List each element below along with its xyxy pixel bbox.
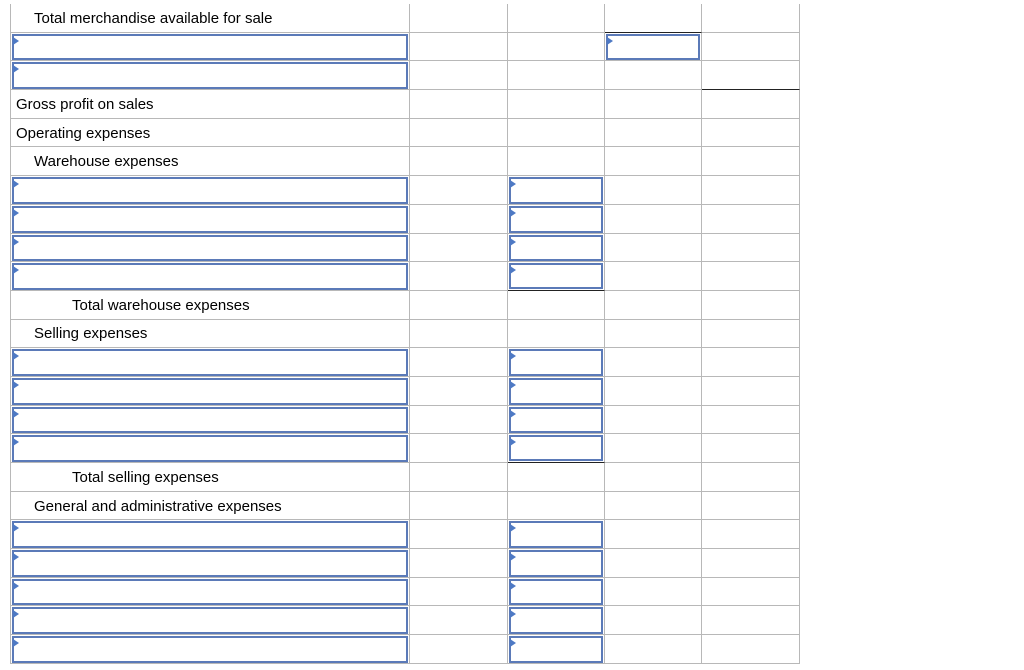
- dropdown-marker-icon: [13, 524, 19, 532]
- amount-cell: [508, 291, 605, 320]
- amount-cell: [605, 463, 702, 492]
- gross-profit-label: Gross profit on sales: [16, 95, 154, 113]
- amount-cell: [605, 234, 702, 263]
- dropdown-marker-icon: [510, 639, 516, 647]
- amount-cell: [702, 176, 800, 205]
- amount-cell: [410, 377, 508, 406]
- account-name-input[interactable]: [12, 177, 408, 204]
- dropdown-marker-icon: [13, 438, 19, 446]
- amount-input[interactable]: [509, 636, 603, 663]
- amount-cell: [605, 520, 702, 549]
- income-statement-worksheet: [10, 4, 800, 664]
- row-admin-input-4: [10, 606, 800, 635]
- amount-cell: [410, 147, 508, 176]
- account-name-input[interactable]: [12, 407, 408, 434]
- amount-cell: [605, 4, 702, 33]
- amount-input[interactable]: [509, 235, 603, 262]
- label-cell: [10, 348, 410, 377]
- general-admin-label: General and administrative expenses: [34, 497, 282, 515]
- label-cell: [10, 578, 410, 607]
- label-cell: [10, 262, 410, 291]
- dropdown-marker-icon: [510, 352, 516, 360]
- label-cell: [10, 434, 410, 463]
- label-cell: [10, 90, 410, 119]
- amount-cell: [702, 90, 800, 119]
- amount-cell: [508, 348, 605, 377]
- amount-input[interactable]: [509, 521, 603, 548]
- label-cell: [10, 234, 410, 263]
- amount-input[interactable]: [509, 177, 603, 204]
- dropdown-marker-icon: [510, 180, 516, 188]
- amount-cell: [605, 119, 702, 148]
- dropdown-marker-icon: [13, 639, 19, 647]
- amount-cell: [702, 291, 800, 320]
- dropdown-marker-icon: [13, 209, 19, 217]
- label-cell: [10, 61, 410, 90]
- amount-cell: [508, 492, 605, 521]
- amount-cell: [410, 492, 508, 521]
- label-cell: [10, 4, 410, 33]
- amount-cell: [410, 90, 508, 119]
- amount-cell: [410, 635, 508, 664]
- amount-cell: [702, 4, 800, 33]
- amount-cell: [508, 119, 605, 148]
- amount-cell: [702, 578, 800, 607]
- row-total-selling: [10, 463, 800, 492]
- dropdown-marker-icon: [510, 209, 516, 217]
- amount-cell: [605, 635, 702, 664]
- account-name-input[interactable]: [12, 378, 408, 405]
- amount-cell: [702, 406, 800, 435]
- label-cell: [10, 606, 410, 635]
- account-name-input[interactable]: [12, 34, 408, 61]
- dropdown-marker-icon: [510, 582, 516, 590]
- amount-cell: [410, 176, 508, 205]
- row-admin-input-3: [10, 578, 800, 607]
- amount-cell: [410, 406, 508, 435]
- dropdown-marker-icon: [510, 238, 516, 246]
- dropdown-marker-icon: [13, 352, 19, 360]
- amount-cell: [508, 406, 605, 435]
- amount-cell: [508, 320, 605, 349]
- amount-cell: [702, 33, 800, 62]
- label-cell: [10, 492, 410, 521]
- amount-cell: [702, 119, 800, 148]
- account-name-input[interactable]: [12, 349, 408, 376]
- account-name-input[interactable]: [12, 206, 408, 233]
- amount-cell: [508, 61, 605, 90]
- amount-cell: [508, 176, 605, 205]
- amount-input[interactable]: [509, 378, 603, 405]
- amount-cell: [605, 578, 702, 607]
- account-name-input[interactable]: [12, 579, 408, 606]
- row-selling-input-4: [10, 434, 800, 463]
- row-general-admin: [10, 492, 800, 521]
- dropdown-marker-icon: [13, 610, 19, 618]
- amount-cell: [702, 463, 800, 492]
- row-admin-input-2: [10, 549, 800, 578]
- amount-cell: [410, 234, 508, 263]
- dropdown-marker-icon: [13, 37, 19, 45]
- amount-input[interactable]: [509, 206, 603, 233]
- amount-cell: [702, 549, 800, 578]
- amount-cell: [702, 262, 800, 291]
- label-cell: [10, 147, 410, 176]
- amount-cell: [508, 147, 605, 176]
- total-warehouse-label: Total warehouse expenses: [72, 296, 250, 314]
- amount-cell: [410, 549, 508, 578]
- warehouse-expenses-label: Warehouse expenses: [34, 153, 179, 171]
- amount-cell: [508, 549, 605, 578]
- row-cogs-input-1: [10, 33, 800, 62]
- row-gross-profit: [10, 90, 800, 119]
- dropdown-marker-icon: [13, 410, 19, 418]
- amount-cell: [605, 549, 702, 578]
- dropdown-marker-icon: [510, 610, 516, 618]
- amount-cell: [702, 635, 800, 664]
- amount-input[interactable]: [509, 579, 603, 606]
- dropdown-marker-icon: [510, 381, 516, 389]
- amount-cell: [702, 205, 800, 234]
- amount-cell: [605, 176, 702, 205]
- amount-cell: [508, 520, 605, 549]
- amount-cell: [702, 520, 800, 549]
- amount-cell: [702, 606, 800, 635]
- amount-cell: [702, 348, 800, 377]
- row-selling-input-1: [10, 348, 800, 377]
- dropdown-marker-icon: [510, 266, 516, 274]
- amount-cell: [605, 406, 702, 435]
- amount-cell: [605, 262, 702, 291]
- account-name-input[interactable]: [12, 636, 408, 663]
- amount-cell: [410, 61, 508, 90]
- account-name-input[interactable]: [12, 435, 408, 462]
- dropdown-marker-icon: [13, 238, 19, 246]
- amount-cell: [605, 61, 702, 90]
- label-cell: [10, 520, 410, 549]
- amount-cell: [605, 291, 702, 320]
- amount-cell: [508, 262, 605, 291]
- amount-cell: [410, 4, 508, 33]
- label-cell: [10, 205, 410, 234]
- label-cell: [10, 291, 410, 320]
- amount-cell: [410, 348, 508, 377]
- amount-cell: [410, 606, 508, 635]
- dropdown-marker-icon: [13, 582, 19, 590]
- amount-cell: [508, 463, 605, 492]
- amount-cell: [605, 147, 702, 176]
- label-cell: [10, 406, 410, 435]
- amount-cell: [508, 578, 605, 607]
- row-warehouse-input-3: [10, 234, 800, 263]
- dropdown-marker-icon: [13, 553, 19, 561]
- amount-cell: [605, 320, 702, 349]
- account-name-input[interactable]: [12, 521, 408, 548]
- row-admin-input-5: [10, 635, 800, 664]
- amount-cell: [605, 90, 702, 119]
- amount-cell: [702, 234, 800, 263]
- account-name-input[interactable]: [12, 62, 408, 89]
- dropdown-marker-icon: [510, 410, 516, 418]
- amount-cell: [508, 234, 605, 263]
- amount-cell: [410, 463, 508, 492]
- total-merchandise-label: Total merchandise available for sale: [34, 9, 273, 27]
- amount-cell: [410, 520, 508, 549]
- dropdown-marker-icon: [510, 553, 516, 561]
- row-total-warehouse: [10, 291, 800, 320]
- row-warehouse-input-1: [10, 176, 800, 205]
- amount-cell: [605, 606, 702, 635]
- label-cell: [10, 463, 410, 492]
- amount-input[interactable]: [509, 607, 603, 634]
- amount-cell: [702, 320, 800, 349]
- amount-cell: [410, 434, 508, 463]
- amount-cell: [605, 348, 702, 377]
- row-admin-input-1: [10, 520, 800, 549]
- row-selling-expenses: [10, 320, 800, 349]
- amount-cell: [410, 320, 508, 349]
- amount-cell: [410, 262, 508, 291]
- amount-input[interactable]: [509, 550, 603, 577]
- label-cell: [10, 549, 410, 578]
- amount-input[interactable]: [509, 263, 603, 289]
- row-cogs-input-2: [10, 61, 800, 90]
- selling-expenses-label: Selling expenses: [34, 325, 148, 343]
- label-cell: [10, 33, 410, 62]
- amount-cell: [410, 205, 508, 234]
- dropdown-marker-icon: [13, 180, 19, 188]
- amount-cell: [508, 434, 605, 463]
- amount-cell: [508, 635, 605, 664]
- account-name-input[interactable]: [12, 235, 408, 262]
- row-selling-input-2: [10, 377, 800, 406]
- label-cell: [10, 119, 410, 148]
- amount-cell: [605, 377, 702, 406]
- row-warehouse-input-2: [10, 205, 800, 234]
- amount-cell: [702, 61, 800, 90]
- amount-cell: [410, 578, 508, 607]
- dropdown-marker-icon: [13, 266, 19, 274]
- row-operating-expenses: [10, 119, 800, 148]
- row-selling-input-3: [10, 406, 800, 435]
- amount-cell: [508, 205, 605, 234]
- amount-cell: [508, 606, 605, 635]
- amount-cell: [508, 90, 605, 119]
- amount-cell: [605, 33, 702, 62]
- dropdown-marker-icon: [13, 65, 19, 73]
- dropdown-marker-icon: [13, 381, 19, 389]
- amount-cell: [508, 377, 605, 406]
- account-name-input[interactable]: [12, 607, 408, 634]
- amount-cell: [410, 33, 508, 62]
- amount-cell: [410, 119, 508, 148]
- total-selling-label: Total selling expenses: [72, 468, 219, 486]
- label-cell: [10, 320, 410, 349]
- label-cell: [10, 377, 410, 406]
- label-cell: [10, 176, 410, 205]
- row-warehouse-expenses: [10, 147, 800, 176]
- amount-cell: [605, 492, 702, 521]
- amount-input[interactable]: [509, 435, 603, 461]
- dropdown-marker-icon: [510, 524, 516, 532]
- amount-input[interactable]: [509, 349, 603, 376]
- amount-cell: [605, 434, 702, 463]
- label-cell: [10, 635, 410, 664]
- amount-cell: [702, 492, 800, 521]
- amount-cell: [508, 33, 605, 62]
- amount-input[interactable]: [606, 34, 700, 61]
- row-warehouse-input-4: [10, 262, 800, 291]
- amount-cell: [702, 147, 800, 176]
- account-name-input[interactable]: [12, 550, 408, 577]
- amount-input[interactable]: [509, 407, 603, 434]
- operating-expenses-label: Operating expenses: [16, 124, 151, 142]
- amount-cell: [702, 434, 800, 463]
- dropdown-marker-icon: [510, 438, 516, 446]
- dropdown-marker-icon: [607, 37, 613, 45]
- amount-cell: [410, 291, 508, 320]
- amount-cell: [605, 205, 702, 234]
- account-name-input[interactable]: [12, 263, 408, 290]
- amount-cell: [702, 377, 800, 406]
- row-total-merchandise: [10, 4, 800, 33]
- amount-cell: [508, 4, 605, 33]
